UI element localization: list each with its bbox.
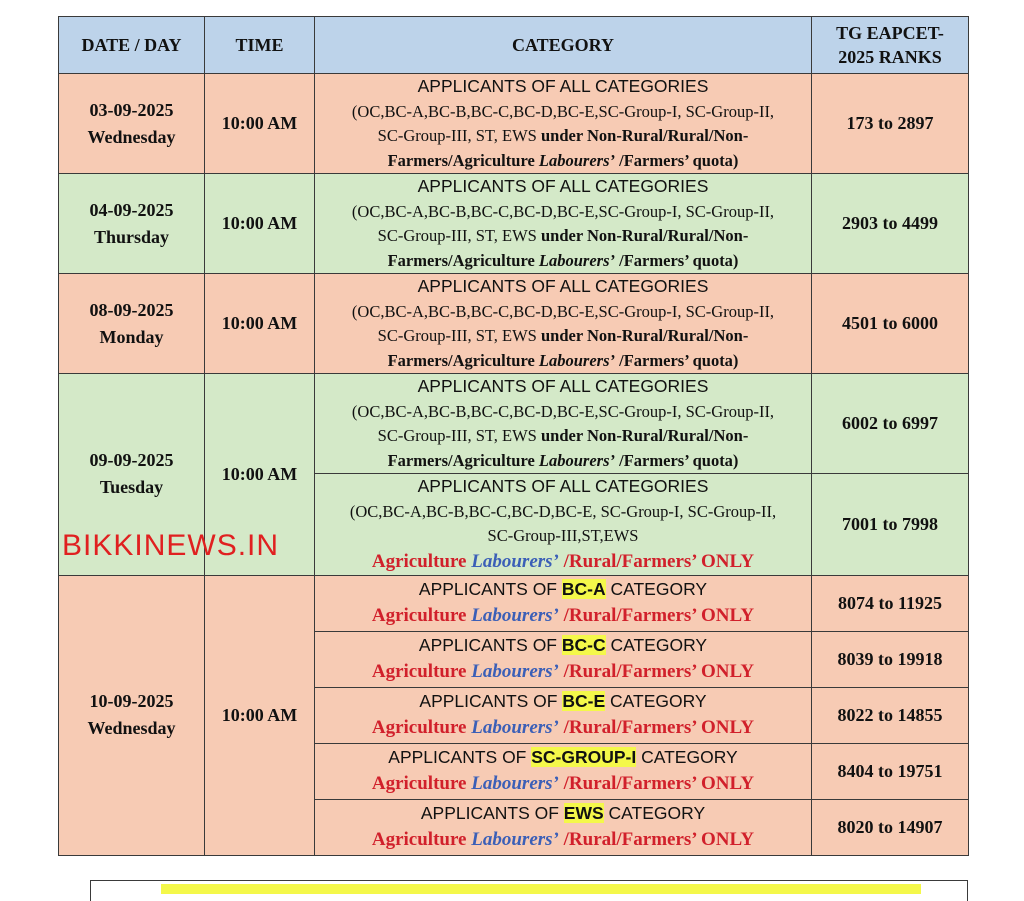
table-row (59, 174, 969, 274)
table-row (59, 74, 969, 174)
category-cell: APPLICANTS OF EWS CATEGORY Agriculture Labourers’ /Rural/Farmers’ ONLY (315, 799, 812, 855)
ranks-cell: 6002 to 6997 (812, 374, 969, 474)
category-highlight: SC-GROUP-I (531, 747, 637, 768)
category-cell: APPLICANTS OF ALL CATEGORIES (OC,BC-A,BC-B,BC-C,BC-D,BC-E,SC-Group-I, SC-Group-II, SC-Group-III, ST, EWS under Non-Rural/Rural/Non- Farmers/Agriculture Labourers’ /Farmers’ quota) (315, 274, 812, 374)
ranks-cell: 4501 to 6000 (812, 274, 969, 374)
ranks-cell: 173 to 2897 (812, 74, 969, 174)
category-cell: APPLICANTS OF BC-A CATEGORY Agriculture Labourers’ /Rural/Farmers’ ONLY (315, 575, 812, 631)
ranks-cell: 7001 to 7998 (812, 474, 969, 576)
quota-label: Agriculture Labourers’ /Rural/Farmers’ ONLY (371, 604, 755, 626)
time-cell: 10:00 AM (205, 374, 315, 576)
category-cell: APPLICANTS OF SC-GROUP-I CATEGORY Agriculture Labourers’ /Rural/Farmers’ ONLY (315, 743, 812, 799)
next-section-box (90, 880, 968, 901)
category-highlight: BC-E (562, 691, 606, 712)
quota-label: Agriculture Labourers’ /Rural/Farmers’ ONLY (371, 660, 755, 682)
category-cell: APPLICANTS OF BC-C CATEGORY Agriculture Labourers’ /Rural/Farmers’ ONLY (315, 631, 812, 687)
table-row (59, 374, 969, 474)
ranks-cell: 2903 to 4499 (812, 174, 969, 274)
time-cell: 10:00 AM (205, 174, 315, 274)
ranks-cell: 8404 to 19751 (812, 743, 969, 799)
ranks-cell: 8074 to 11925 (812, 575, 969, 631)
date-cell: 03-09-2025 Wednesday (59, 74, 205, 174)
highlight-strip (161, 884, 921, 894)
ranks-cell: 8039 to 19918 (812, 631, 969, 687)
table-row (59, 274, 969, 374)
category-highlight: EWS (563, 803, 604, 824)
header-date-day: DATE / DAY (59, 17, 205, 74)
header-category: CATEGORY (315, 17, 812, 74)
time-cell: 10:00 AM (205, 74, 315, 174)
counselling-schedule-table (58, 16, 969, 856)
category-highlight: BC-A (561, 579, 606, 600)
ranks-cell: 8022 to 14855 (812, 687, 969, 743)
ranks-cell: 8020 to 14907 (812, 799, 969, 855)
header-ranks: TG EAPCET- 2025 RANKS (812, 17, 969, 74)
table-row (59, 575, 969, 631)
quota-label: Agriculture Labourers’ /Rural/Farmers’ ONLY (371, 716, 755, 738)
header-row (59, 17, 969, 74)
header-time: TIME (205, 17, 315, 74)
date-cell: 10-09-2025 Wednesday (59, 575, 205, 855)
quota-label: Agriculture Labourers’ /Rural/Farmers’ ONLY (371, 550, 755, 572)
category-cell: APPLICANTS OF ALL CATEGORIES (OC,BC-A,BC-B,BC-C,BC-D,BC-E,SC-Group-I, SC-Group-II, SC-Group-III, ST, EWS under Non-Rural/Rural/Non- Farmers/Agriculture Labourers’ /Farmers’ quota) (315, 74, 812, 174)
date-cell: 08-09-2025 Monday (59, 274, 205, 374)
date-cell: 04-09-2025 Thursday (59, 174, 205, 274)
quota-label: Agriculture Labourers’ /Rural/Farmers’ ONLY (371, 772, 755, 794)
time-cell: 10:00 AM (205, 575, 315, 855)
category-cell: APPLICANTS OF BC-E CATEGORY Agriculture Labourers’ /Rural/Farmers’ ONLY (315, 687, 812, 743)
time-cell: 10:00 AM (205, 274, 315, 374)
watermark: BIKKINEWS.IN (62, 529, 280, 562)
category-cell: APPLICANTS OF ALL CATEGORIES (OC,BC-A,BC-B,BC-C,BC-D,BC-E,SC-Group-I, SC-Group-II, SC-Group-III, ST, EWS under Non-Rural/Rural/Non- Farmers/Agriculture Labourers’ /Farmers’ quota) (315, 174, 812, 274)
category-highlight: BC-C (561, 635, 606, 656)
quota-label: Agriculture Labourers’ /Rural/Farmers’ ONLY (371, 828, 755, 850)
category-cell: APPLICANTS OF ALL CATEGORIES (OC,BC-A,BC-B,BC-C,BC-D,BC-E,SC-Group-I, SC-Group-II, SC-Group-III, ST, EWS under Non-Rural/Rural/Non- Farmers/Agriculture Labourers’ /Farmers’ quota) (315, 374, 812, 474)
date-cell: 09-09-2025 Tuesday (59, 374, 205, 576)
category-cell: APPLICANTS OF ALL CATEGORIES (OC,BC-A,BC-B,BC-C,BC-D,BC-E, SC-Group-I, SC-Group-II, SC-Group-III,ST,EWS Agriculture Labourers’ /Rural/Farmers’ ONLY (315, 474, 812, 576)
